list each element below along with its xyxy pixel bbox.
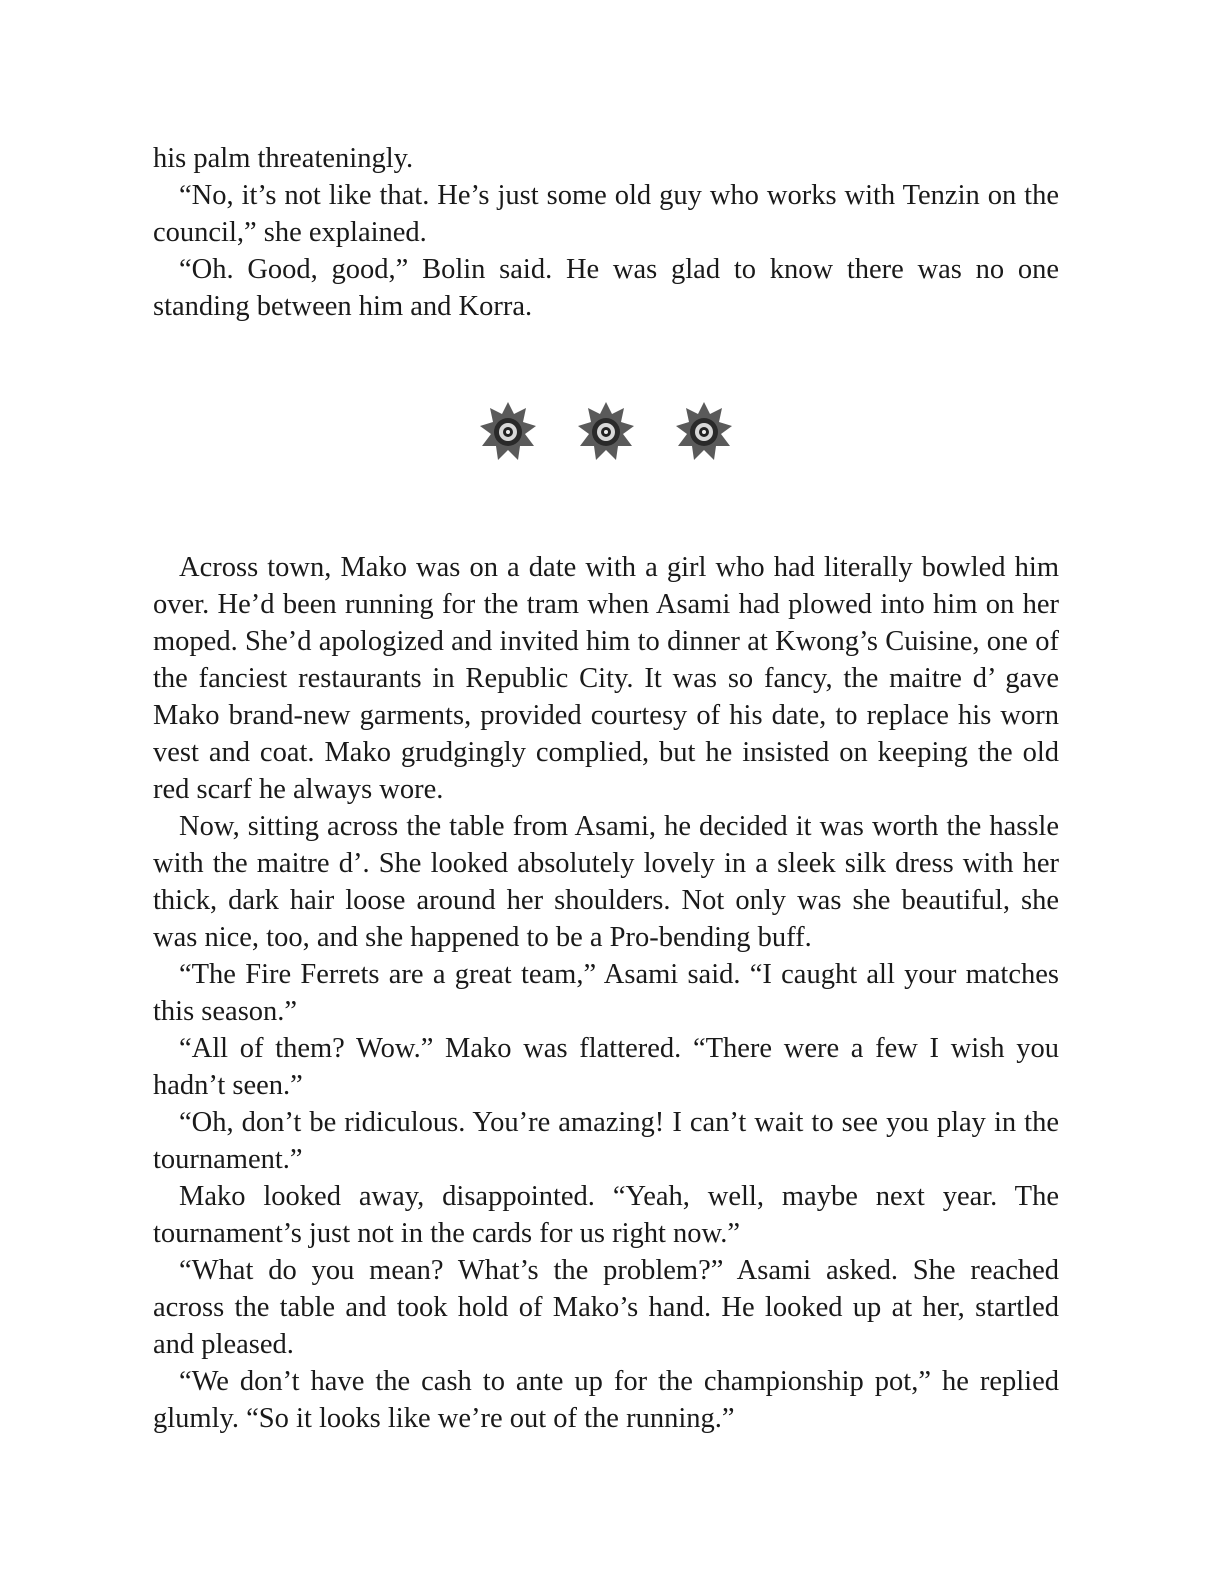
paragraph: his palm threateningly. xyxy=(153,143,414,174)
paragraph: Mako looked away, disappointed. “Yeah, well, maybe next year. The tournament’s just not in the cards for us right now.” xyxy=(153,1181,1059,1249)
paragraph: Across town, Mako was on a date with a girl who had literally bowled him over. He’d been running for the tram when Asami had plowed into him on her moped. She’d apologized and invited him to dinner at Kwong’s Cuisine, one of the fanciest restaurants in Republic City. It was so fancy, the maitre d’ gave Mako brand-new garments, provided courtesy of his date, to replace his worn vest and coat. Mako grudgingly complied, but he insisted on keeping the old red scarf he always wore. xyxy=(153,552,1059,805)
flame-emblem-icon xyxy=(576,399,636,465)
paragraph: “What do you mean? What’s the problem?” Asami asked. She reached across the table and took hold of Mako’s hand. He looked up at her, startled and pleased. xyxy=(153,1255,1059,1360)
paragraph: Now, sitting across the table from Asami, he decided it was worth the hassle with the maitre d’. She looked absolutely lovely in a sleek silk dress with her thick, dark hair loose around her shoulders. Not only was she beautiful, she was nice, too, and she happened to be a Pro-bending buff. xyxy=(153,811,1059,953)
paragraph: “All of them? Wow.” Mako was flattered. “There were a few I wish you hadn’t seen.” xyxy=(153,1033,1059,1101)
section-one xyxy=(153,140,1059,325)
paragraph: “Oh. Good, good,” Bolin said. He was glad to know there was no one standing between him and Korra. xyxy=(153,254,1059,322)
paragraph: “No, it’s not like that. He’s just some old guy who works with Tenzin on the council,” she explained. xyxy=(153,180,1059,248)
flame-emblem-icon xyxy=(674,399,734,465)
section-break-ornament xyxy=(153,355,1059,509)
paragraph: “The Fire Ferrets are a great team,” Asami said. “I caught all your matches this season.” xyxy=(153,959,1059,1027)
section-two xyxy=(153,549,1059,1437)
flame-emblem-icon xyxy=(478,399,538,465)
paragraph: “Oh, don’t be ridiculous. You’re amazing! I can’t wait to see you play in the tournament.” xyxy=(153,1107,1059,1175)
book-page xyxy=(153,140,1059,1437)
paragraph: “We don’t have the cash to ante up for the championship pot,” he replied glumly. “So it looks like we’re out of the running.” xyxy=(153,1366,1059,1434)
